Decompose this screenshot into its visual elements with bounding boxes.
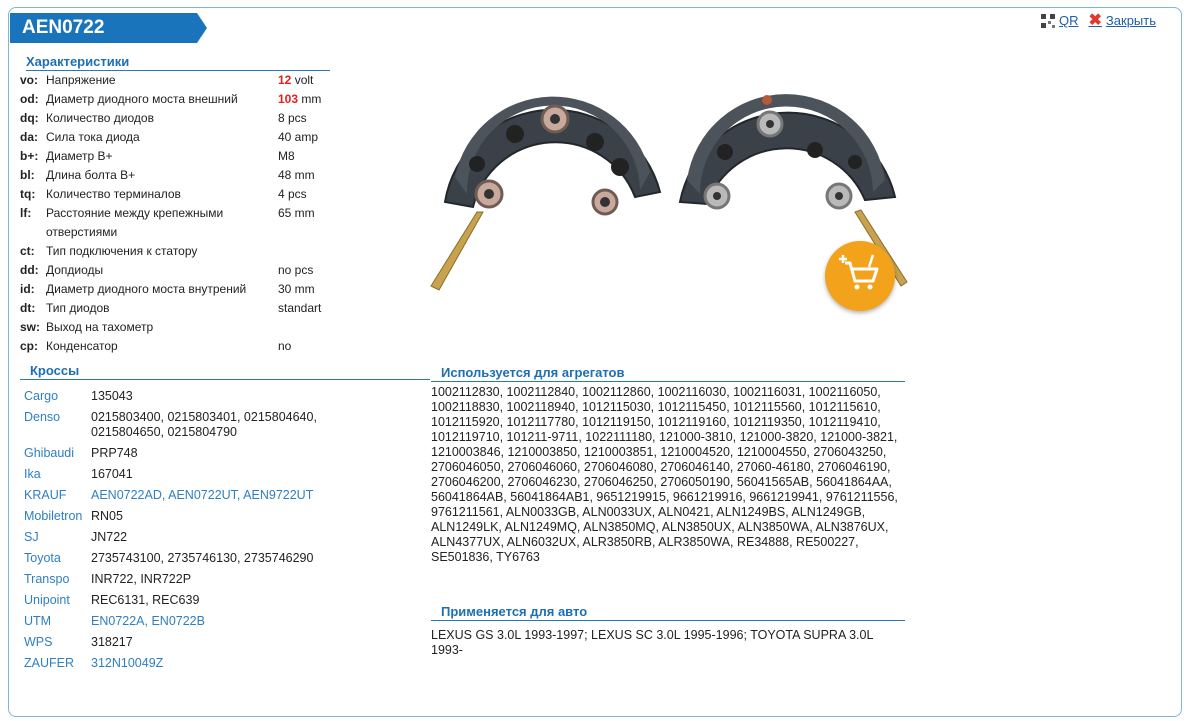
used-for-units-text: 1002112830, 1002112840, 1002112860, 1002116030, 1002116031, 1002116050, 1002118830, 1002118940, 1012115030, 1012115450, 1012115560, 1012115610, 1012115920, 1012117780, 1012119150, 1012119160, 1012119350, 1012119410, 1012119710, 101211-9711, 1022111180, 121000-3810, 121000-3820, 121000-3821, 1210003846, 1210003850, 1210003851, 1210004520, 1210004550, 2706043250, 2706046050, 2706046060, 2706046080, 2706046140, 27060-46180, 2706046190, 2706046200, 2706046230, 2706046250, 2706050190, 56041565AB, 56041864AA, 56041864AB, 56041864AB1, 9651219915, 9661219916, 9661219941, 9761211556, 9761211561, ALN0033GB, ALN0033UX, ALN0421, ALN1249BS, ALN1249GB, ALN1249LK, ALN1249MQ, ALN3850MQ, ALN3850UX, ALN3850WA, ALN3876UX, ALN4377UX, ALN6032UX, ALR3850RB, ALR3850WA, RE34888, RE500227, SE501836, TY6763 bbox=[431, 385, 898, 564]
cross-brand-link[interactable]: Unipoint bbox=[24, 593, 70, 607]
used-heading: Используется для агрегатов bbox=[431, 365, 905, 382]
spec-code: sw: bbox=[20, 320, 41, 334]
spec-row bbox=[20, 109, 340, 128]
spec-name: Напряжение bbox=[46, 73, 116, 87]
cross-numbers: 0215803400, 0215803401, 0215804640, 0215804650, 0215804790 bbox=[91, 410, 317, 439]
spec-row bbox=[20, 337, 340, 356]
spec-name: Тип подключения к статору bbox=[46, 244, 198, 258]
cross-numbers: INR722, INR722P bbox=[91, 572, 192, 586]
spec-value bbox=[278, 71, 340, 90]
qr-link[interactable] bbox=[1041, 13, 1079, 28]
spec-name: Конденсатор bbox=[46, 339, 118, 353]
spec-name: Выход на тахометр bbox=[46, 320, 154, 334]
cross-row bbox=[24, 551, 391, 572]
qr-link-label: QR bbox=[1059, 13, 1079, 28]
cross-numbers: 2735743100, 2735746130, 2735746290 bbox=[91, 551, 314, 565]
cross-brand-link[interactable]: Denso bbox=[24, 410, 61, 424]
spec-name: Длина болта B+ bbox=[46, 168, 136, 182]
spec-row bbox=[20, 318, 340, 337]
spec-value-number: 103 bbox=[278, 92, 299, 106]
spec-name: Количество диодов bbox=[46, 111, 154, 125]
spec-row bbox=[20, 147, 340, 166]
cross-row bbox=[24, 656, 391, 677]
spec-code: od: bbox=[20, 92, 39, 106]
spec-code: id: bbox=[20, 282, 35, 296]
spec-value-unit: mm bbox=[298, 92, 322, 106]
cross-heading: Кроссы bbox=[20, 363, 430, 380]
product-title: AEN0722 bbox=[22, 17, 105, 38]
cars-heading: Применяется для авто bbox=[431, 604, 905, 621]
cross-row bbox=[24, 389, 391, 410]
spec-code: dd: bbox=[20, 263, 39, 277]
spec-value: M8 bbox=[278, 149, 295, 163]
cross-brand-link[interactable]: Transpo bbox=[24, 572, 70, 586]
spec-name: Диаметр диодного моста внешний bbox=[46, 92, 238, 106]
spec-value: 30 mm bbox=[278, 282, 315, 296]
spec-value-unit: volt bbox=[291, 73, 314, 87]
cross-row bbox=[24, 446, 391, 467]
spec-value bbox=[278, 242, 340, 261]
cross-row bbox=[24, 593, 391, 614]
spec-row bbox=[20, 128, 340, 147]
specs-table bbox=[20, 71, 340, 356]
cross-row bbox=[24, 614, 391, 635]
cross-table bbox=[24, 389, 391, 677]
add-to-cart-button[interactable] bbox=[825, 241, 895, 311]
spec-value: 4 pcs bbox=[278, 187, 307, 201]
cross-numbers[interactable]: 312N10049Z bbox=[91, 656, 164, 670]
cross-brand-link[interactable]: ZAUFER bbox=[24, 656, 74, 670]
spec-row bbox=[20, 90, 340, 109]
spec-row bbox=[20, 280, 340, 299]
spec-name: Диаметр B+ bbox=[46, 149, 113, 163]
spec-row bbox=[20, 185, 340, 204]
cross-row bbox=[24, 467, 391, 488]
cross-brand-link[interactable]: Ghibaudi bbox=[24, 446, 75, 460]
cross-numbers[interactable]: AEN0722AD, AEN0722UT, AEN9722UT bbox=[91, 488, 314, 502]
qr-icon bbox=[1041, 14, 1055, 28]
cross-row bbox=[24, 509, 391, 530]
close-icon: ✖ bbox=[1088, 11, 1102, 29]
spec-name: Тип диодов bbox=[46, 301, 110, 315]
spec-row bbox=[20, 299, 340, 318]
cross-numbers: RN05 bbox=[91, 509, 123, 523]
cross-row bbox=[24, 410, 391, 446]
spec-value-number: 12 bbox=[278, 73, 292, 87]
cross-row bbox=[24, 530, 391, 551]
spec-value: 8 pcs bbox=[278, 111, 307, 125]
cross-numbers: PRP748 bbox=[91, 446, 138, 460]
cross-row bbox=[24, 635, 391, 656]
cross-numbers: 167041 bbox=[91, 467, 133, 481]
cross-brand-link[interactable]: Mobiletron bbox=[24, 509, 83, 523]
spec-value: standart bbox=[278, 301, 322, 315]
spec-code: ct: bbox=[20, 244, 35, 258]
cross-brand-link[interactable]: SJ bbox=[24, 530, 39, 544]
cross-brand-link[interactable]: Cargo bbox=[24, 389, 59, 403]
spec-row bbox=[20, 204, 340, 242]
cross-brand-link[interactable]: UTM bbox=[24, 614, 52, 628]
spec-code: cp: bbox=[20, 339, 38, 353]
spec-code: bl: bbox=[20, 168, 35, 182]
product-title-ribbon bbox=[10, 13, 197, 43]
close-link[interactable] bbox=[1089, 13, 1156, 28]
cross-brand-link[interactable]: Ika bbox=[24, 467, 41, 481]
specs-heading: Характеристики bbox=[26, 54, 330, 71]
cart-plus-icon bbox=[825, 241, 895, 311]
spec-name: Расстояние между крепежными отверстиями bbox=[46, 206, 224, 239]
spec-value: no pcs bbox=[278, 263, 314, 277]
spec-code: da: bbox=[20, 130, 38, 144]
spec-code: vo: bbox=[20, 73, 38, 87]
spec-value: 48 mm bbox=[278, 168, 315, 182]
cross-brand-link[interactable]: WPS bbox=[24, 635, 53, 649]
spec-value: 65 mm bbox=[278, 206, 315, 220]
spec-name: Количество терминалов bbox=[46, 187, 181, 201]
cross-row bbox=[24, 488, 391, 509]
spec-name: Допдиоды bbox=[46, 263, 104, 277]
spec-code: dt: bbox=[20, 301, 36, 315]
cross-brand-link[interactable]: KRAUF bbox=[24, 488, 67, 502]
spec-value: 40 amp bbox=[278, 130, 319, 144]
cross-brand-link[interactable]: Toyota bbox=[24, 551, 61, 565]
spec-code: dq: bbox=[20, 111, 39, 125]
spec-row bbox=[20, 242, 340, 261]
spec-value bbox=[278, 318, 340, 337]
spec-row bbox=[20, 261, 340, 280]
spec-name: Диаметр диодного моста внутрений bbox=[46, 282, 247, 296]
applied-cars-text: LEXUS GS 3.0L 1993-1997; LEXUS SC 3.0L 1995-1996; TOYOTA SUPRA 3.0L 1993- bbox=[431, 628, 873, 657]
spec-name: Сила тока диода bbox=[46, 130, 140, 144]
spec-value: no bbox=[278, 339, 292, 353]
cross-numbers: REC6131, REC639 bbox=[91, 593, 200, 607]
cross-row bbox=[24, 572, 391, 593]
top-links bbox=[1041, 13, 1156, 28]
spec-row bbox=[20, 166, 340, 185]
spec-code: tq: bbox=[20, 187, 36, 201]
cross-numbers: 135043 bbox=[91, 389, 133, 403]
cross-numbers: JN722 bbox=[91, 530, 128, 544]
spec-code: b+: bbox=[20, 149, 39, 163]
cross-numbers: 318217 bbox=[91, 635, 133, 649]
close-link-label: Закрыть bbox=[1105, 13, 1156, 28]
diode-bridge-left-image bbox=[431, 97, 660, 290]
spec-code: lf: bbox=[20, 206, 32, 220]
spec-row bbox=[20, 71, 340, 90]
cross-numbers[interactable]: EN0722A, EN0722B bbox=[91, 614, 205, 628]
spec-value bbox=[278, 90, 340, 109]
